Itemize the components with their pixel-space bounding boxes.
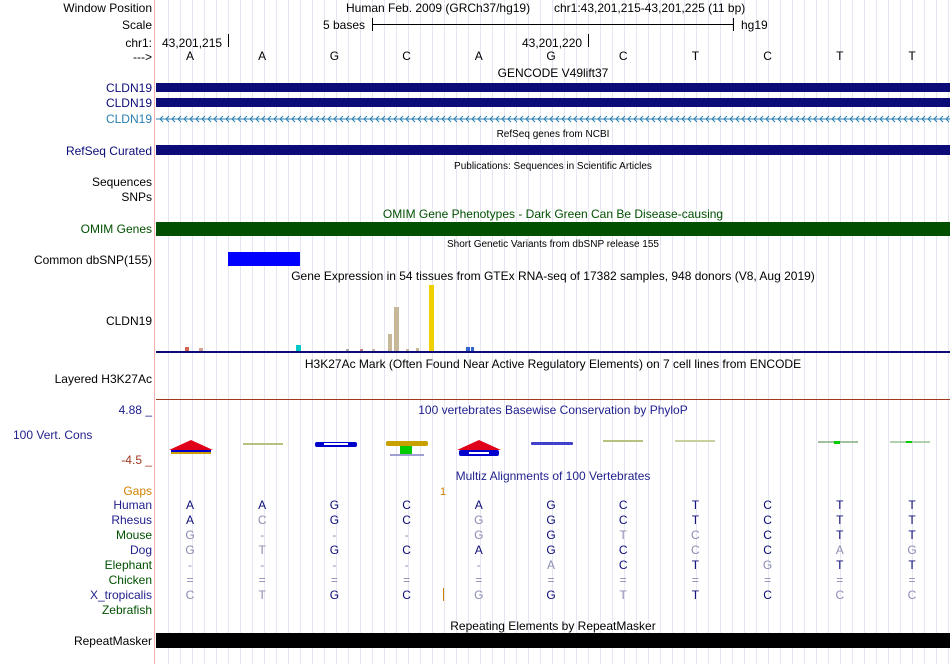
gencode-transcript-3-intron[interactable]: [156, 113, 950, 125]
aligned-base: C: [763, 588, 772, 602]
phylop-logo-pos-4: [386, 441, 428, 456]
aligned-base: T: [619, 528, 627, 542]
gtex-bar-uterus[interactable]: [471, 347, 474, 351]
repeatmasker-label[interactable]: RepeatMasker: [73, 634, 152, 648]
aligned-base: =: [764, 573, 772, 587]
aligned-base: T: [691, 513, 700, 527]
sequences-label[interactable]: Sequences: [91, 175, 152, 189]
aligned-base: C: [763, 498, 772, 512]
gaps-label[interactable]: Gaps: [123, 484, 152, 498]
chr-label: chr1:: [125, 36, 152, 50]
aligned-base: -: [332, 558, 337, 572]
scale-bar-text: 5 bases: [323, 18, 366, 32]
gtex-bar-kidney-medulla[interactable]: [388, 334, 392, 351]
phylop-logo-pos-7: [603, 440, 643, 442]
gencode-item-1-label[interactable]: CLDN19: [105, 81, 152, 95]
base-8: T: [691, 49, 700, 63]
omim-track-title[interactable]: OMIM Gene Phenotypes - Dark Green Can Be Disease-causing: [382, 207, 724, 221]
aligned-base: G: [329, 543, 340, 557]
strand-arrow-label: --->: [133, 50, 152, 64]
gencode-track-title[interactable]: GENCODE V49lift37: [497, 66, 609, 80]
aligned-base: C: [185, 588, 195, 602]
gtex-bar-liver[interactable]: [406, 349, 409, 351]
species-label-x-tropicalis[interactable]: X_tropicalis: [89, 588, 152, 602]
base-10: T: [836, 49, 844, 63]
aligned-base: G: [329, 513, 340, 527]
aligned-base: A: [258, 498, 267, 512]
phylop-logo-pos-3: [315, 442, 357, 447]
gtex-bar-adipose[interactable]: [185, 347, 189, 351]
aligned-base: G: [329, 588, 340, 602]
aligned-base: C: [691, 528, 700, 542]
base-6: G: [546, 49, 556, 63]
gencode-transcript-1[interactable]: [156, 83, 950, 92]
aligned-base: G: [474, 528, 484, 542]
phylop-logo-pos-5: [457, 440, 501, 456]
aligned-base: A: [185, 498, 194, 512]
snps-label[interactable]: SNPs: [121, 190, 152, 204]
aligned-base: T: [908, 528, 916, 542]
aligned-base: G: [546, 498, 556, 512]
aligned-base: A: [185, 513, 194, 527]
coordinate-1: 43,201,215: [162, 36, 223, 50]
aligned-base: C: [618, 513, 628, 527]
aligned-base: =: [475, 573, 483, 587]
aligned-base: C: [402, 513, 411, 527]
aligned-base: T: [258, 543, 266, 557]
base-3: G: [329, 49, 340, 63]
aligned-base: T: [691, 558, 700, 572]
dbsnp-variant[interactable]: [228, 252, 300, 266]
aligned-base: G: [546, 588, 556, 602]
aligned-base: -: [404, 528, 409, 542]
phylop-logo-pos-6: [531, 442, 573, 445]
gap-count-mark: 1: [440, 486, 447, 498]
aligned-base: =: [836, 573, 844, 587]
aligned-base: -: [332, 528, 337, 542]
aligned-base: G: [907, 543, 917, 557]
gtex-bar-artery[interactable]: [199, 348, 203, 351]
aligned-base: C: [257, 513, 267, 527]
aligned-base: -: [188, 558, 192, 572]
omim-genes-label[interactable]: OMIM Genes: [80, 222, 152, 236]
aligned-base: T: [908, 558, 916, 572]
gtex-expression-chart[interactable]: [156, 283, 950, 355]
gtex-bar-esophagus[interactable]: [360, 349, 363, 351]
refseq-track-title[interactable]: RefSeq genes from NCBI: [496, 129, 610, 140]
repeatmasker-track-title[interactable]: Repeating Elements by RepeatMasker: [450, 619, 656, 633]
scale-bar-right-tick: [733, 18, 734, 31]
base-1: A: [185, 49, 194, 63]
phylop-max-label: 4.88 _: [118, 403, 152, 417]
aligned-base: G: [474, 588, 484, 602]
refseq-curated-label[interactable]: RefSeq Curated: [65, 144, 152, 158]
species-label-chicken[interactable]: Chicken: [108, 573, 152, 587]
base-7: C: [618, 49, 628, 63]
phylop-logo-pos-8: [675, 440, 715, 442]
aligned-base: T: [619, 588, 627, 602]
repeatmasker-element[interactable]: [156, 633, 950, 648]
aligned-base: G: [546, 513, 556, 527]
phylop-logo-pos-11: [890, 441, 930, 443]
aligned-base: G: [546, 543, 556, 557]
aligned-base: T: [691, 588, 700, 602]
gencode-item-3-label[interactable]: CLDN19: [105, 112, 152, 126]
aligned-base: T: [836, 513, 844, 527]
phylop-logo-pos-2: [243, 443, 283, 445]
aligned-base: C: [618, 543, 628, 557]
aligned-base: =: [403, 573, 411, 587]
aligned-base: T: [908, 513, 916, 527]
multiz-track-title[interactable]: Multiz Alignments of 100 Vertebrates: [455, 469, 651, 483]
aligned-base: G: [185, 543, 195, 557]
base-4: C: [402, 49, 411, 63]
aligned-base: C: [402, 543, 411, 557]
aligned-base: T: [258, 588, 266, 602]
assembly-text: Human Feb. 2009 (GRCh37/hg19): [346, 1, 531, 15]
species-label-dog[interactable]: Dog: [129, 543, 152, 557]
aligned-base: C: [402, 498, 411, 512]
coordinate-1-tick: [228, 34, 229, 47]
aligned-base: C: [618, 498, 628, 512]
species-label-zebrafish[interactable]: Zebrafish: [101, 603, 152, 617]
aligned-base: =: [330, 573, 338, 587]
scale-db-text: hg19: [741, 18, 768, 32]
coordinate-2: 43,201,220: [522, 36, 583, 50]
coordinate-2-tick: [588, 34, 589, 47]
aligned-base: =: [908, 573, 916, 587]
gtex-bar-thyroid[interactable]: [466, 347, 470, 351]
aligned-base: T: [691, 498, 700, 512]
h3k27ac-track-title[interactable]: H3K27Ac Mark (Often Found Near Active Regulatory Elements) on 7 cell lines from ENCODE: [304, 357, 802, 371]
phylop-logo-pos-1: [169, 440, 213, 454]
omim-gene-bar[interactable]: [156, 222, 950, 236]
species-label-mouse[interactable]: Mouse: [115, 528, 152, 542]
aligned-base: =: [258, 573, 266, 587]
aligned-base: A: [546, 558, 555, 572]
aligned-base: =: [691, 573, 699, 587]
aligned-base: C: [402, 588, 411, 602]
aligned-base: C: [618, 558, 628, 572]
species-label-elephant[interactable]: Elephant: [104, 558, 152, 572]
scale-bar-line: [372, 24, 734, 25]
aligned-base: =: [186, 573, 194, 587]
gencode-transcript-2[interactable]: [156, 98, 950, 107]
phylop-logo-pos-10: [818, 441, 858, 444]
aligned-base: C: [763, 528, 772, 542]
base-11: T: [908, 49, 916, 63]
aligned-base: T: [836, 558, 844, 572]
aligned-base: T: [836, 528, 844, 542]
gtex-baseline: [156, 351, 950, 353]
gtex-bar-heart[interactable]: [372, 349, 375, 351]
phylop-track-label[interactable]: 100 Vert. Cons: [13, 428, 93, 442]
window-position-label: Window Position: [63, 1, 152, 15]
aligned-base: G: [474, 513, 484, 527]
aligned-base: C: [763, 513, 772, 527]
aligned-base: G: [329, 498, 340, 512]
aligned-base: C: [835, 588, 845, 602]
aligned-base: C: [691, 543, 700, 557]
h3k27ac-label[interactable]: Layered H3K27Ac: [54, 372, 152, 386]
aligned-base: C: [907, 588, 917, 602]
h3k27ac-signal-line[interactable]: [156, 399, 950, 400]
aligned-base: =: [619, 573, 627, 587]
refseq-gene-bar[interactable]: [156, 145, 950, 155]
base-2: A: [258, 49, 267, 63]
position-text: chr1:43,201,215-43,201,225 (11 bp): [554, 1, 746, 15]
aligned-base: A: [474, 498, 483, 512]
aligned-base: -: [260, 528, 265, 542]
species-label-human[interactable]: Human: [113, 498, 152, 512]
gtex-bar-lung[interactable]: [416, 348, 419, 351]
aligned-base: T: [908, 498, 916, 512]
phylop-min-label: -4.5 _: [121, 453, 152, 467]
gtex-gene-label[interactable]: CLDN19: [105, 314, 152, 328]
gtex-track-title[interactable]: Gene Expression in 54 tissues from GTEx RNA-seq of 17382 samples, 948 donors (V8, Aug 2019): [291, 269, 815, 283]
gtex-bar-kidney-cortex[interactable]: [394, 307, 399, 351]
publications-track-title[interactable]: Publications: Sequences in Scientific Articles: [454, 161, 652, 172]
dbsnp-label[interactable]: Common dbSNP(155): [33, 253, 152, 267]
aligned-base: G: [185, 528, 195, 542]
aligned-base: G: [762, 558, 773, 572]
gap-insert-line: [443, 588, 444, 601]
gtex-bar-cells[interactable]: [296, 345, 301, 351]
gtex-bar-testis[interactable]: [429, 285, 434, 351]
aligned-base: A: [474, 543, 483, 557]
aligned-base: A: [835, 543, 844, 557]
aligned-base: C: [763, 543, 772, 557]
dbsnp-track-title[interactable]: Short Genetic Variants from dbSNP release 155: [447, 239, 659, 250]
phylop-track-title[interactable]: 100 vertebrates Basewise Conservation by PhyloP: [418, 403, 688, 417]
species-label-rhesus[interactable]: Rhesus: [111, 513, 152, 527]
gtex-bar-colon[interactable]: [346, 349, 349, 351]
aligned-base: T: [836, 498, 844, 512]
aligned-base: -: [404, 558, 409, 572]
base-5: A: [474, 49, 483, 63]
aligned-base: =: [547, 573, 555, 587]
left-margin-line: [154, 0, 155, 664]
base-9: C: [763, 49, 772, 63]
scale-label: Scale: [121, 18, 152, 32]
gencode-item-2-label[interactable]: CLDN19: [105, 96, 152, 110]
aligned-base: -: [476, 558, 481, 572]
aligned-base: G: [546, 528, 556, 542]
aligned-base: -: [260, 558, 265, 572]
phylop-logo-chart[interactable]: [156, 436, 950, 464]
